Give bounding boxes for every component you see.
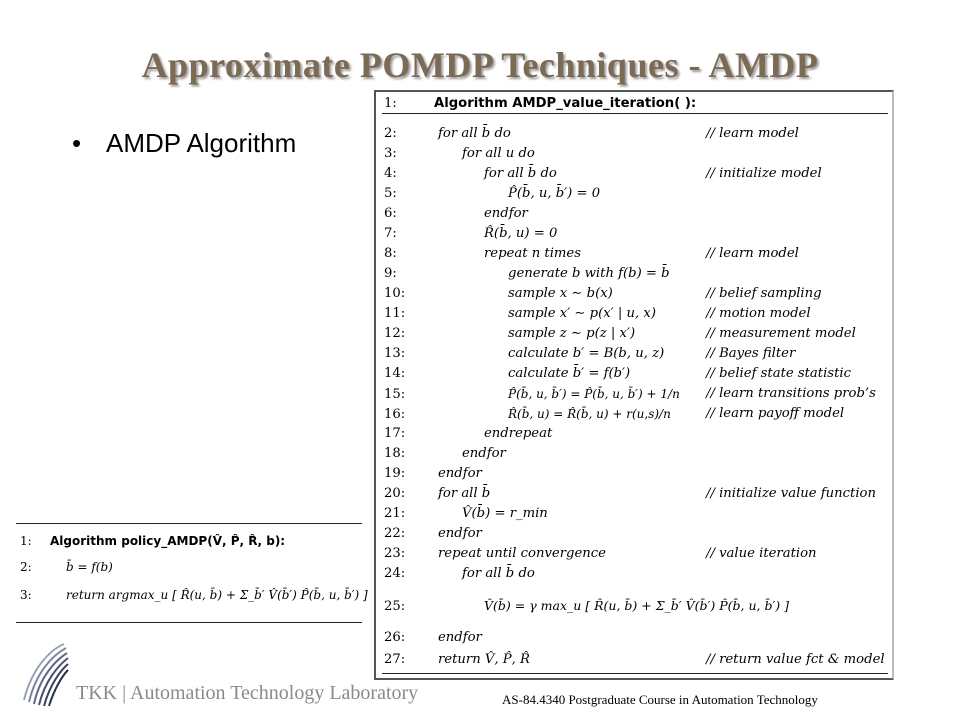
- algo-line-1: 1: Algorithm AMDP_value_iteration( ):: [384, 96, 697, 111]
- footer-course-name: AS-84.4340 Postgraduate Course in Automation Technology: [502, 692, 818, 707]
- footer-lab-name: TKK | Automation Technology Laboratory: [76, 682, 419, 704]
- algo-line-11: 11: sample x′ ∼ p(x′ | u, x) // motion model: [384, 306, 811, 321]
- algo-line-2: 2: for all b̄ do // learn model: [384, 126, 799, 141]
- algo-line-16: 16: R̂(b̄, u) = R̂(b̄, u) + r(u,s)/n // learn payoff model: [384, 406, 845, 422]
- policy-line-2: 2: b̄ = f(b): [20, 560, 113, 574]
- algo-line-25: 25: V̂(b̄) = γ max_u [ R̂(u, b̄) + Σ_b̄′ V̂(b̄′) P̂(b̄, u, b̄′) ]: [384, 598, 790, 614]
- algo-line-12: 12: sample z ∼ p(z | x′) // measurement model: [384, 326, 856, 341]
- algo-line-7: 7: R̂(b̄, u) = 0: [384, 226, 558, 241]
- algo-line-20: 20: for all b̄ // initialize value function: [384, 486, 876, 501]
- algo-line-14: 14: calculate b̄′ = f(b′) // belief state statistic: [384, 366, 851, 381]
- algo-line-9: 9: generate b with f(b) = b̄: [384, 266, 670, 281]
- algo-line-10: 10: sample x ∼ b(x) // belief sampling: [384, 286, 822, 301]
- algo-line-4: 4: for all b̄ do // initialize model: [384, 166, 822, 181]
- algo-line-22: 22: endfor: [384, 526, 482, 541]
- algo-line-5: 5: P̂(b̄, u, b̄′) = 0: [384, 186, 601, 201]
- policy-line-1: 1: Algorithm policy_AMDP(V̂, P̂, R̂, b):: [20, 534, 286, 548]
- amdp-policy-box: [16, 523, 368, 623]
- bullet-item: [72, 128, 296, 159]
- policy-line-3: 3: return argmax_u [ R̂(u, b̄) + Σ_b̄′ V̂(b̄′) P̂(b̄, u, b̄′) ]: [20, 588, 368, 602]
- algo-line-18: 18: endfor: [384, 446, 506, 461]
- algo-line-13: 13: calculate b′ = B(b, u, z) // Bayes filter: [384, 346, 796, 361]
- tkk-logo-icon: [20, 640, 70, 708]
- algo-line-23: 23: repeat until convergence // value iteration: [384, 546, 817, 561]
- algo-line-24: 24: for all b̄ do: [384, 566, 535, 581]
- algo-line-17: 17: endrepeat: [384, 426, 553, 441]
- algo-line-8: 8: repeat n times // learn model: [384, 246, 799, 261]
- algo-line-15: 15: P̂(b̄, u, b̄′) = P̂(b̄, u, b̄′) + 1/n // learn transitions prob’s: [384, 386, 876, 402]
- bottom-rule: [382, 673, 888, 674]
- bullet-dot: •: [72, 128, 82, 158]
- algo-line-27: 27: return V̂, P̂, R̂ // return value fct & model: [384, 652, 885, 667]
- algo-line-26: 26: endfor: [384, 630, 482, 645]
- algo-line-19: 19: endfor: [384, 466, 482, 481]
- amdp-value-iteration-box: [374, 90, 894, 680]
- slide-title: Approximate POMDP Techniques - AMDP: [141, 45, 819, 85]
- algo-line-6: 6: endfor: [384, 206, 528, 221]
- bullet-text: AMDP Algorithm: [106, 128, 297, 158]
- algo-line-3: 3: for all u do: [384, 146, 535, 161]
- algo-line-21: 21: V̂(b̄) = r_min: [384, 506, 548, 521]
